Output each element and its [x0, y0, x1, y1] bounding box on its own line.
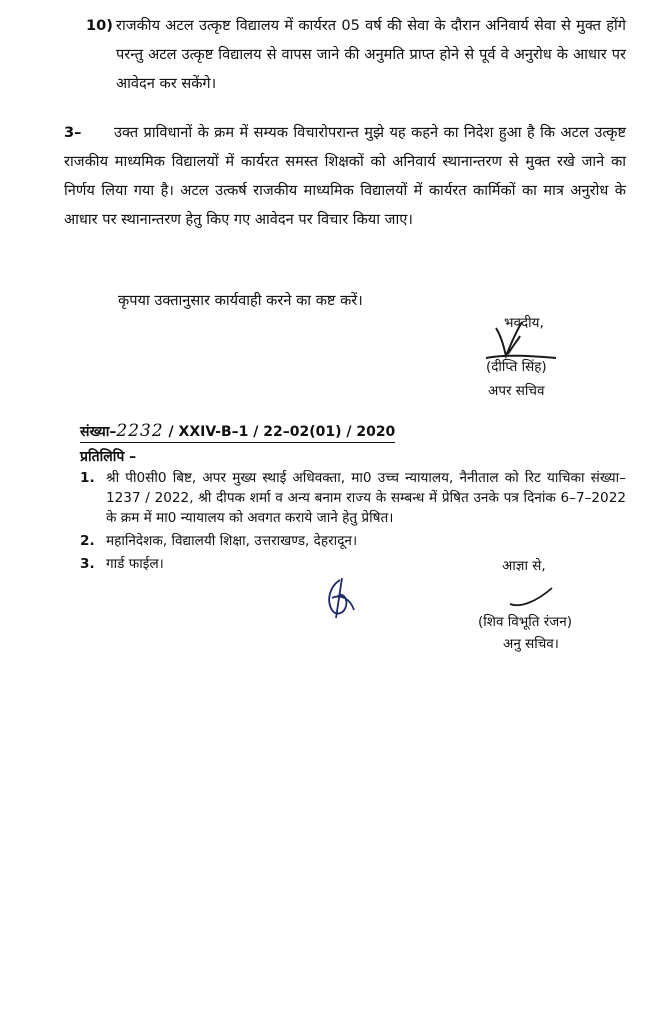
- closing-text: भवदीय,: [504, 315, 544, 331]
- paragraph-3: [64, 118, 626, 234]
- paragraph-number: 10): [86, 17, 113, 34]
- paragraph-text: उक्त प्राविधानों के क्रम में सम्यक विचारोपरान्त मुझे यह कहने का निदेश हुआ है कि अटल उत्कृष्ट राजकीय माध्यमिक विद्यालयों में कार्यरत समस्त शिक्षकों को अनिवार्य स्थानान्तरण से मुक्त रखे जाने का निर्णय लिया गया है। अटल उत्कर्ष राजकीय माध्यमिक विद्यालयों में कार्यरत कार्मिकों का मात्र अनुरोध के आधार पर स्थानान्तरण हेतु किए गए आवेदन पर विचार किया जाए।: [64, 124, 626, 228]
- initials-scribble: [318, 576, 362, 620]
- list-item: 2. महानिदेशक, विद्यालयी शिक्षा, उत्तराखण्ड, देहरादून।: [80, 533, 358, 549]
- list-item: 3. गार्ड फाईल।: [80, 556, 164, 572]
- reference-label: संख्या–: [80, 424, 117, 440]
- signatory-name: (दीप्ति सिंह): [486, 359, 547, 375]
- signatory-designation: अनु सचिव।: [503, 636, 559, 652]
- list-item: 1. श्री पी0सी0 बिष्ट, अपर मुख्य स्थाई अधिवक्ता, मा0 उच्च न्यायालय, नैनीताल को रिट याचिका संख्या–1237 / 2022, श्री दीपक शर्मा व अन्य बनाम राज्य के सम्बन्ध में प्रेषित उनके पत्र दिनांक 6–7–2022 के क्रम में मा0 न्यायालय को अवगत कराये जाने हेतु प्रेषित।: [80, 470, 626, 526]
- signature-scribble-2: [506, 584, 556, 612]
- signatory-designation: अपर सचिव: [488, 383, 545, 399]
- reference-handwritten-number: 2232: [116, 421, 164, 441]
- paragraph-10: [86, 11, 626, 98]
- paragraph-number: 3–: [64, 124, 82, 141]
- paragraph-text: राजकीय अटल उत्कृष्ट विद्यालय में कार्यरत 05 वर्ष की सेवा के दौरान अनिवार्य सेवा से मुक्त होंगे परन्तु अटल उत्कृष्ट विद्यालय से वापस जाने की अनुमति प्राप्त होने से पूर्व वे अनुरोध के आधार पर आवेदन कर सकेंगे।: [116, 17, 626, 92]
- reference-number: [80, 421, 395, 443]
- by-order-text: आज्ञा से,: [502, 558, 546, 574]
- copy-heading: प्रतिलिपि –: [80, 449, 137, 465]
- reference-code: / XXIV-B–1 / 22–02(01) / 2020: [168, 424, 396, 440]
- signatory-name: (शिव विभूति रंजन): [478, 614, 573, 630]
- request-line: कृपया उक्तानुसार कार्यवाही करने का कष्ट करें।: [118, 292, 363, 309]
